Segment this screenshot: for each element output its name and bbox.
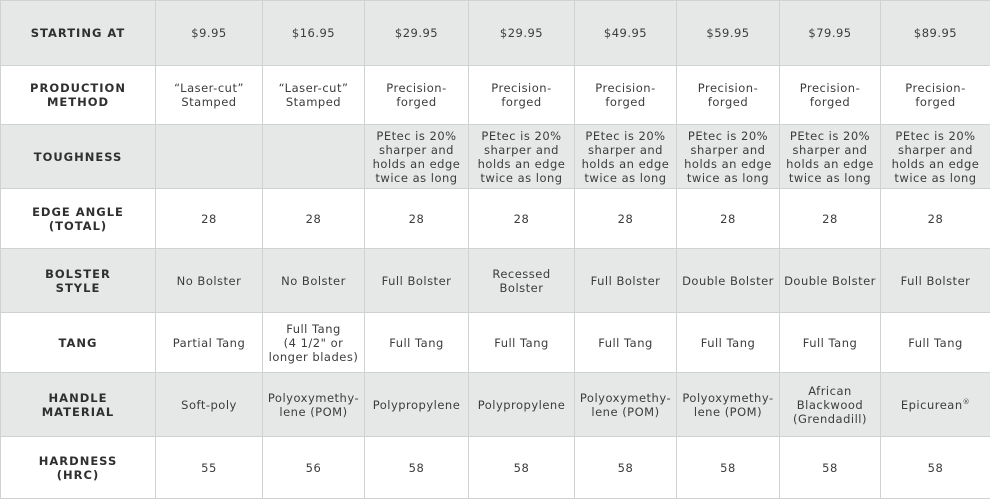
table-cell: 58: [677, 437, 780, 499]
table-cell: Recessed Bolster: [469, 249, 575, 313]
table-cell: $49.95: [575, 1, 677, 66]
table-cell: Partial Tang: [156, 313, 263, 373]
table-cell: Full Tang (4 1/2" or longer blades): [263, 313, 365, 373]
row-label: HANDLE MATERIAL: [1, 373, 156, 437]
table-cell: 28: [677, 189, 780, 249]
row-label: PRODUCTION METHOD: [1, 66, 156, 125]
table-cell: $29.95: [469, 1, 575, 66]
table-cell: Full Bolster: [881, 249, 990, 313]
table-cell: 28: [156, 189, 263, 249]
row-hardness: [1, 437, 990, 499]
table-cell: 58: [365, 437, 469, 499]
row-label: TOUGHNESS: [1, 125, 156, 189]
table-cell: 28: [365, 189, 469, 249]
table-cell: Double Bolster: [677, 249, 780, 313]
table-cell: Precision- forged: [469, 66, 575, 125]
table-cell: 56: [263, 437, 365, 499]
table-cell: 28: [575, 189, 677, 249]
table-cell: $29.95: [365, 1, 469, 66]
table-cell: $9.95: [156, 1, 263, 66]
table-cell: “Laser-cut” Stamped: [156, 66, 263, 125]
table-cell: PEtec is 20% sharper and holds an edge twice as long: [575, 125, 677, 189]
table-cell: Full Bolster: [365, 249, 469, 313]
row-edge-angle: [1, 189, 990, 249]
table-cell: 28: [263, 189, 365, 249]
table-cell: Polyoxymethy- lene (POM): [677, 373, 780, 437]
table-cell: PEtec is 20% sharper and holds an edge twice as long: [677, 125, 780, 189]
table-cell: 28: [881, 189, 990, 249]
table-body: [1, 1, 990, 499]
table-cell: “Laser-cut” Stamped: [263, 66, 365, 125]
table-cell: Full Tang: [881, 313, 990, 373]
table-cell: Full Tang: [469, 313, 575, 373]
table-cell: 58: [575, 437, 677, 499]
table-cell-epicurean: [881, 373, 990, 437]
table-cell: Polyoxymethy- lene (POM): [575, 373, 677, 437]
table-cell: $79.95: [780, 1, 881, 66]
table-cell: PEtec is 20% sharper and holds an edge twice as long: [881, 125, 990, 189]
table-cell: African Blackwood (Grendadill): [780, 373, 881, 437]
table-cell: Polyoxymethy- lene (POM): [263, 373, 365, 437]
table-cell: [263, 125, 365, 189]
table-cell: No Bolster: [156, 249, 263, 313]
table-cell: $16.95: [263, 1, 365, 66]
table-cell: 58: [881, 437, 990, 499]
table-cell: Polypropylene: [469, 373, 575, 437]
table-cell: Full Bolster: [575, 249, 677, 313]
row-label: TANG: [1, 313, 156, 373]
table-cell: Precision- forged: [780, 66, 881, 125]
table-cell: Precision- forged: [881, 66, 990, 125]
table-cell: Full Tang: [677, 313, 780, 373]
table-cell: Precision- forged: [575, 66, 677, 125]
row-label: BOLSTER STYLE: [1, 249, 156, 313]
cell-text: Epicurean: [901, 398, 963, 412]
table-cell: Full Tang: [365, 313, 469, 373]
table-cell: 58: [469, 437, 575, 499]
row-label: STARTING AT: [1, 1, 156, 66]
table-cell: Precision- forged: [677, 66, 780, 125]
row-starting-at: [1, 1, 990, 66]
table-cell: Precision- forged: [365, 66, 469, 125]
row-tang: [1, 313, 990, 373]
table-cell: No Bolster: [263, 249, 365, 313]
table-cell: $89.95: [881, 1, 990, 66]
table-cell: Polypropylene: [365, 373, 469, 437]
table-cell: $59.95: [677, 1, 780, 66]
table-cell: 55: [156, 437, 263, 499]
table-cell: PEtec is 20% sharper and holds an edge twice as long: [365, 125, 469, 189]
table-cell: [156, 125, 263, 189]
table-cell: 28: [780, 189, 881, 249]
row-label: EDGE ANGLE (TOTAL): [1, 189, 156, 249]
table-cell: Full Tang: [780, 313, 881, 373]
row-production-method: [1, 66, 990, 125]
table-cell: Soft-poly: [156, 373, 263, 437]
registered-mark: ®: [963, 398, 971, 406]
table-cell: PEtec is 20% sharper and holds an edge twice as long: [469, 125, 575, 189]
row-handle-material: [1, 373, 990, 437]
table-cell: PEtec is 20% sharper and holds an edge twice as long: [780, 125, 881, 189]
table-cell: 58: [780, 437, 881, 499]
row-bolster-style: [1, 249, 990, 313]
table-cell: Double Bolster: [780, 249, 881, 313]
row-toughness: [1, 125, 990, 189]
row-label: HARDNESS (HRC): [1, 437, 156, 499]
table-cell: Full Tang: [575, 313, 677, 373]
table-cell: 28: [469, 189, 575, 249]
